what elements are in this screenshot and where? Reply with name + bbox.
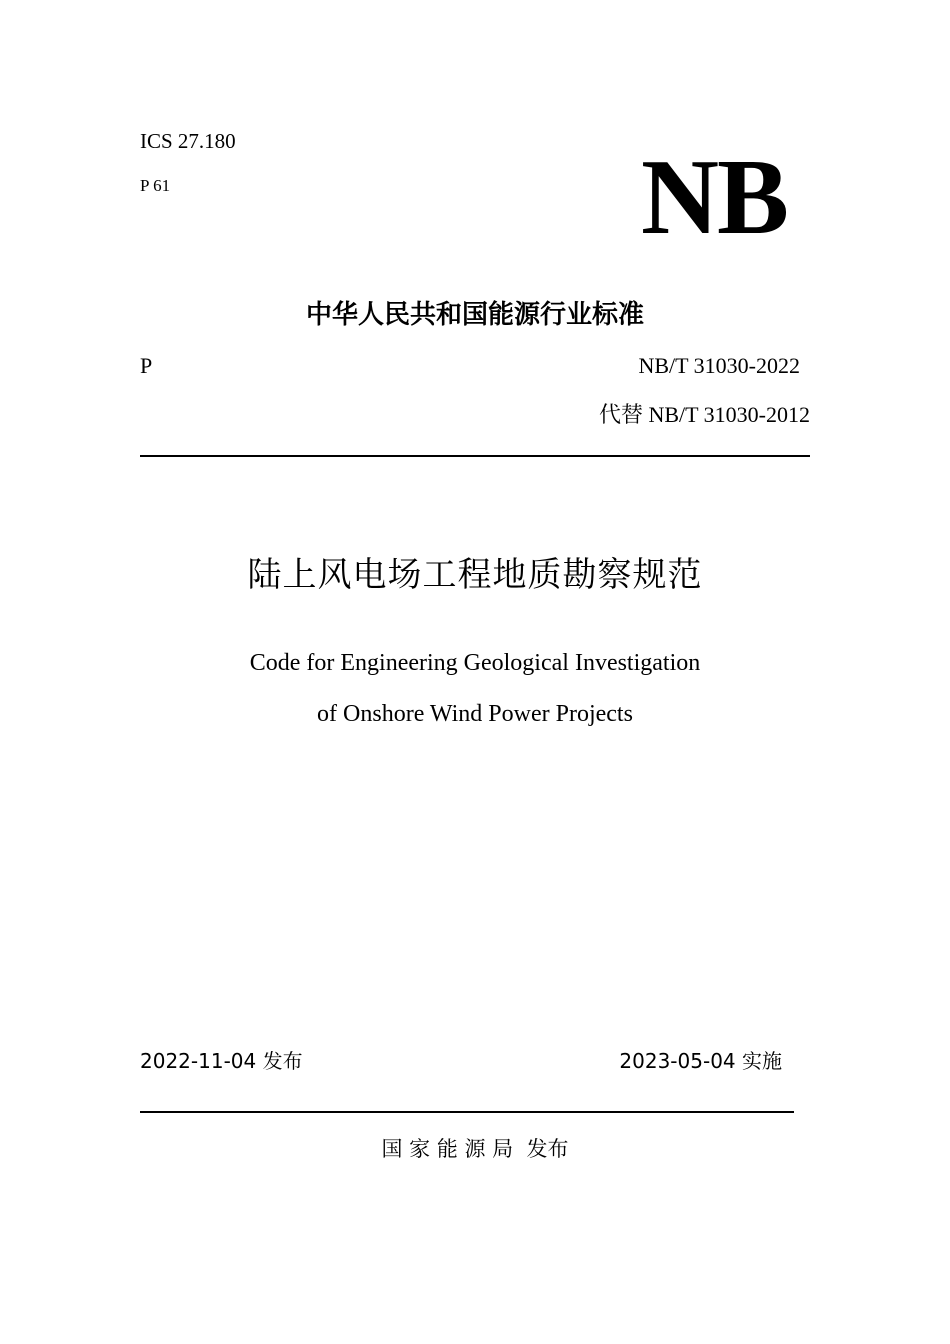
standard-type-text: 中华人民共和国能源行业标准 <box>305 300 644 330</box>
classification-letter: P <box>140 353 153 378</box>
title-chinese: 陆上风电场工程地质勘察规范 <box>247 557 703 594</box>
standard-type-heading <box>0 298 950 332</box>
title-english-line-1: Code for Engineering Geological Investigation <box>249 650 701 676</box>
ics-code: ICS 27.180 <box>140 129 236 153</box>
title-english-line-2: of Onshore Wind Power Projects <box>317 701 633 727</box>
replaces-standard: 代替 NB/T 31030-2012 <box>598 402 810 427</box>
publisher: 国 家 能 源 局 发布 <box>381 1137 569 1161</box>
issue-date: 2022-11-04 发布 <box>140 1049 303 1073</box>
top-divider <box>140 455 810 457</box>
standard-number: NB/T 31030-2022 <box>638 353 800 378</box>
nb-logo: NB <box>640 138 787 257</box>
ccs-code: P 61 <box>140 176 171 195</box>
implementation-date: 2023-05-04 实施 <box>619 1049 782 1073</box>
bottom-divider <box>140 1111 794 1113</box>
